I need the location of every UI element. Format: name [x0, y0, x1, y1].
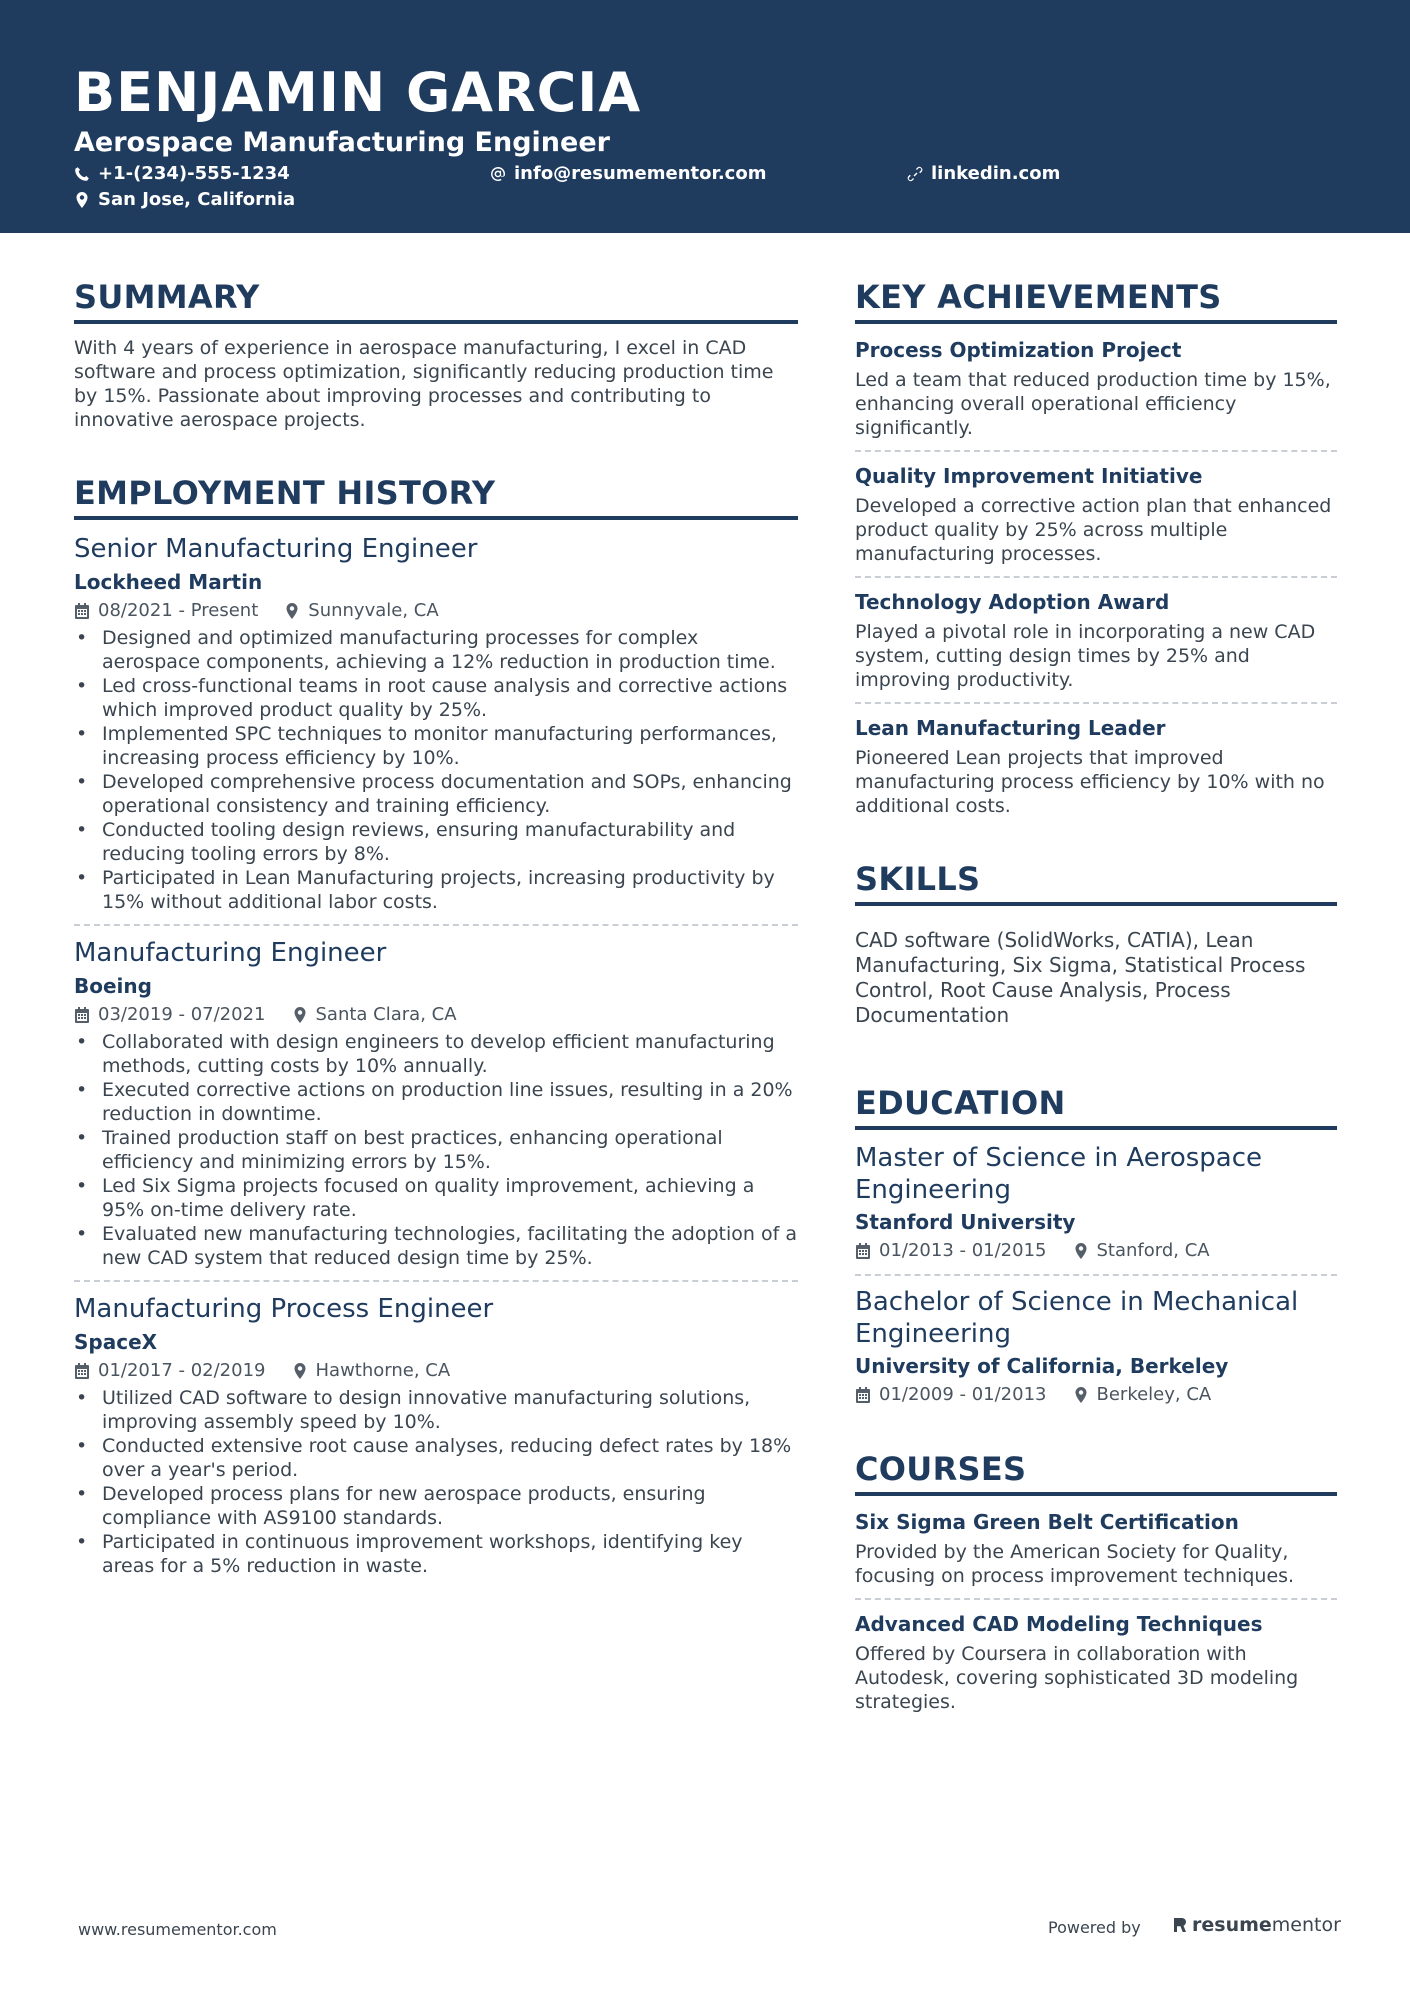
resume-header	[0, 0, 1410, 233]
job-bullet: • Led Six Sigma projects focused on quality improvement, achieving a 95% on-time delivery rate.	[74, 1174, 798, 1222]
job-bullet: • Collaborated with design engineers to develop efficient manufacturing methods, cutting costs by 10% annually.	[74, 1030, 798, 1078]
employment-section	[74, 472, 798, 1588]
job-bullet: • Implemented SPC techniques to monitor manufacturing performances, increasing process efficiency by 10%.	[74, 722, 798, 770]
skills-heading: SKILLS	[855, 858, 1337, 906]
course-title: Six Sigma Green Belt Certification	[855, 1510, 1239, 1534]
job-bullet: • Conducted tooling design reviews, ensuring manufacturability and reducing tooling errors by 8%.	[74, 818, 798, 866]
job-bullet: • Conducted extensive root cause analyses, reducing defect rates by 18% over a year's period.	[74, 1434, 798, 1482]
location-pin-icon	[292, 1363, 308, 1379]
course-title: Advanced CAD Modeling Techniques	[855, 1612, 1263, 1636]
job-meta	[74, 598, 798, 624]
education-meta	[855, 1382, 1337, 1408]
calendar-icon	[74, 603, 90, 619]
job-title: Manufacturing Engineer	[74, 938, 387, 968]
job-bullets	[74, 626, 798, 914]
job-dates	[74, 1358, 266, 1384]
achievement-title: Quality Improvement Initiative	[855, 464, 1203, 488]
achievements-section	[855, 276, 1337, 828]
job-meta	[74, 1002, 798, 1028]
achievement-text: Developed a corrective action plan that enhanced product quality by 25% across multiple manufacturing processes.	[855, 495, 1332, 565]
linkedin-text[interactable]: linkedin.com	[931, 163, 1061, 184]
job-location-text: Sunnyvale, CA	[308, 600, 439, 621]
at-icon	[490, 166, 506, 182]
brand-logo-icon	[1172, 1916, 1188, 1934]
education-location-text: Stanford, CA	[1096, 1240, 1210, 1261]
achievement-title: Process Optimization Project	[855, 338, 1182, 362]
education-section	[855, 1082, 1337, 1418]
job-entry	[74, 1280, 798, 1588]
course-item	[855, 1598, 1337, 1724]
employment-heading: EMPLOYMENT HISTORY	[74, 472, 798, 520]
course-text: Provided by the American Society for Quality, focusing on process improvement techniques.	[855, 1541, 1295, 1587]
course-item	[855, 1508, 1337, 1598]
summary-text: With 4 years of experience in aerospace manufacturing, I excel in CAD software and process optimization, significantly reducing production time by 15%. Passionate about improving processes and contributing to innovative aerospace projects.	[74, 337, 774, 431]
job-dates	[74, 598, 258, 624]
job-bullet: • Participated in continuous improvement workshops, identifying key areas for a 5% reduction in waste.	[74, 1530, 798, 1578]
job-bullet: • Designed and optimized manufacturing processes for complex aerospace components, achieving a 12% reduction in production time.	[74, 626, 798, 674]
achievement-title: Lean Manufacturing Leader	[855, 716, 1166, 740]
summary-section	[74, 276, 798, 432]
job-entry	[74, 532, 798, 924]
link-icon	[907, 166, 923, 182]
location-pin-icon	[1073, 1387, 1089, 1403]
job-location-text: Hawthorne, CA	[315, 1360, 451, 1381]
achievement-text: Played a pivotal role in incorporating a new CAD system, cutting design times by 25% and improving productivity.	[855, 621, 1316, 691]
phone-icon	[74, 166, 90, 182]
job-company: Boeing	[74, 974, 152, 998]
education-item	[855, 1274, 1337, 1418]
education-heading: EDUCATION	[855, 1082, 1337, 1130]
job-location	[292, 1358, 451, 1384]
education-dates	[855, 1382, 1047, 1408]
job-bullet: • Evaluated new manufacturing technologies, facilitating the adoption of a new CAD system that reduced design time by 25%.	[74, 1222, 798, 1270]
job-bullets	[74, 1386, 798, 1578]
job-entry	[74, 924, 798, 1280]
right-column	[855, 276, 1337, 1724]
job-title: Senior Manufacturing Engineer	[74, 534, 478, 564]
job-location	[292, 1002, 457, 1028]
education-item	[855, 1142, 1337, 1274]
job-location-text: Santa Clara, CA	[315, 1004, 457, 1025]
location-pin-icon	[292, 1007, 308, 1023]
job-company: Lockheed Martin	[74, 570, 263, 594]
course-text: Offered by Coursera in collaboration with Autodesk, covering sophisticated 3D modeling strategies.	[855, 1643, 1299, 1713]
job-bullet: • Developed comprehensive process documentation and SOPs, enhancing operational consistency and training efficiency.	[74, 770, 798, 818]
job-bullet: • Led cross-functional teams in root cause analysis and corrective actions which improved product quality by 25%.	[74, 674, 798, 722]
contact-location	[74, 188, 295, 212]
location-pin-icon	[284, 603, 300, 619]
footer-powered-by: Powered by	[1048, 1918, 1141, 1937]
calendar-icon	[74, 1007, 90, 1023]
footer-url[interactable]: www.resumementor.com	[78, 1920, 277, 1939]
calendar-icon	[74, 1363, 90, 1379]
education-degree: Master of Science in Aerospace Engineering	[855, 1143, 1263, 1205]
location-text: San Jose, California	[98, 189, 296, 210]
calendar-icon	[855, 1387, 871, 1403]
education-school: University of California, Berkeley	[855, 1354, 1229, 1378]
brand-logo-text	[1192, 1914, 1341, 1936]
contact-email[interactable]	[490, 162, 766, 186]
achievement-text: Pioneered Lean projects that improved manufacturing process efficiency by 10% with no additional costs.	[855, 747, 1325, 817]
job-bullet: • Participated in Lean Manufacturing projects, increasing productivity by 15% without additional labor costs.	[74, 866, 798, 914]
job-company: SpaceX	[74, 1330, 158, 1354]
education-school: Stanford University	[855, 1210, 1076, 1234]
achievement-item	[855, 336, 1337, 450]
contact-linkedin[interactable]	[907, 162, 1060, 186]
left-column	[74, 276, 798, 1588]
phone-text: +1-(234)-555-1234	[98, 163, 290, 184]
brand-logo[interactable]	[1172, 1914, 1341, 1936]
education-dates-text: 01/2009 - 01/2013	[879, 1384, 1047, 1405]
location-pin-icon	[1073, 1243, 1089, 1259]
job-dates-text: 08/2021 - Present	[98, 600, 259, 621]
job-bullet: • Executed corrective actions on production line issues, resulting in a 20% reduction in downtime.	[74, 1078, 798, 1126]
job-dates	[74, 1002, 266, 1028]
job-location	[284, 598, 438, 624]
contact-phone	[74, 162, 290, 186]
skills-section	[855, 858, 1337, 1028]
education-meta	[855, 1238, 1337, 1264]
achievement-text: Led a team that reduced production time by 15%, enhancing overall operational efficiency significantly.	[855, 369, 1331, 439]
job-bullet: • Developed process plans for new aerospace products, ensuring compliance with AS9100 standards.	[74, 1482, 798, 1530]
job-bullet: • Utilized CAD software to design innovative manufacturing solutions, improving assembly speed by 10%.	[74, 1386, 798, 1434]
education-dates	[855, 1238, 1047, 1264]
courses-heading: COURSES	[855, 1448, 1337, 1496]
courses-section	[855, 1448, 1337, 1724]
email-text[interactable]: info@resumementor.com	[514, 163, 767, 184]
education-dates-text: 01/2013 - 01/2015	[879, 1240, 1047, 1261]
job-meta	[74, 1358, 798, 1384]
job-dates-text: 01/2017 - 02/2019	[98, 1360, 266, 1381]
job-bullet: • Trained production staff on best practices, enhancing operational efficiency and minimizing errors by 15%.	[74, 1126, 798, 1174]
education-degree: Bachelor of Science in Mechanical Engineering	[855, 1287, 1299, 1349]
achievements-heading: KEY ACHIEVEMENTS	[855, 276, 1337, 324]
education-location-text: Berkeley, CA	[1096, 1384, 1212, 1405]
job-title: Manufacturing Process Engineer	[74, 1294, 494, 1324]
achievement-item	[855, 702, 1337, 828]
job-bullets	[74, 1030, 798, 1270]
candidate-role: Aerospace Manufacturing Engineer	[74, 127, 610, 158]
education-location	[1073, 1382, 1212, 1408]
achievement-item	[855, 576, 1337, 702]
skills-text: CAD software (SolidWorks, CATIA), Lean Manufacturing, Six Sigma, Statistical Process Control, Root Cause Analysis, Process Documentation	[855, 928, 1306, 1027]
summary-heading: SUMMARY	[74, 276, 798, 324]
calendar-icon	[855, 1243, 871, 1259]
education-location	[1073, 1238, 1210, 1264]
candidate-name: BENJAMIN GARCIA	[74, 61, 642, 124]
brand-logo-bold: resume	[1192, 1914, 1272, 1936]
job-dates-text: 03/2019 - 07/2021	[98, 1004, 266, 1025]
achievement-item	[855, 450, 1337, 576]
brand-logo-rest: mentor	[1271, 1914, 1341, 1936]
location-pin-icon	[74, 192, 90, 208]
achievement-title: Technology Adoption Award	[855, 590, 1170, 614]
